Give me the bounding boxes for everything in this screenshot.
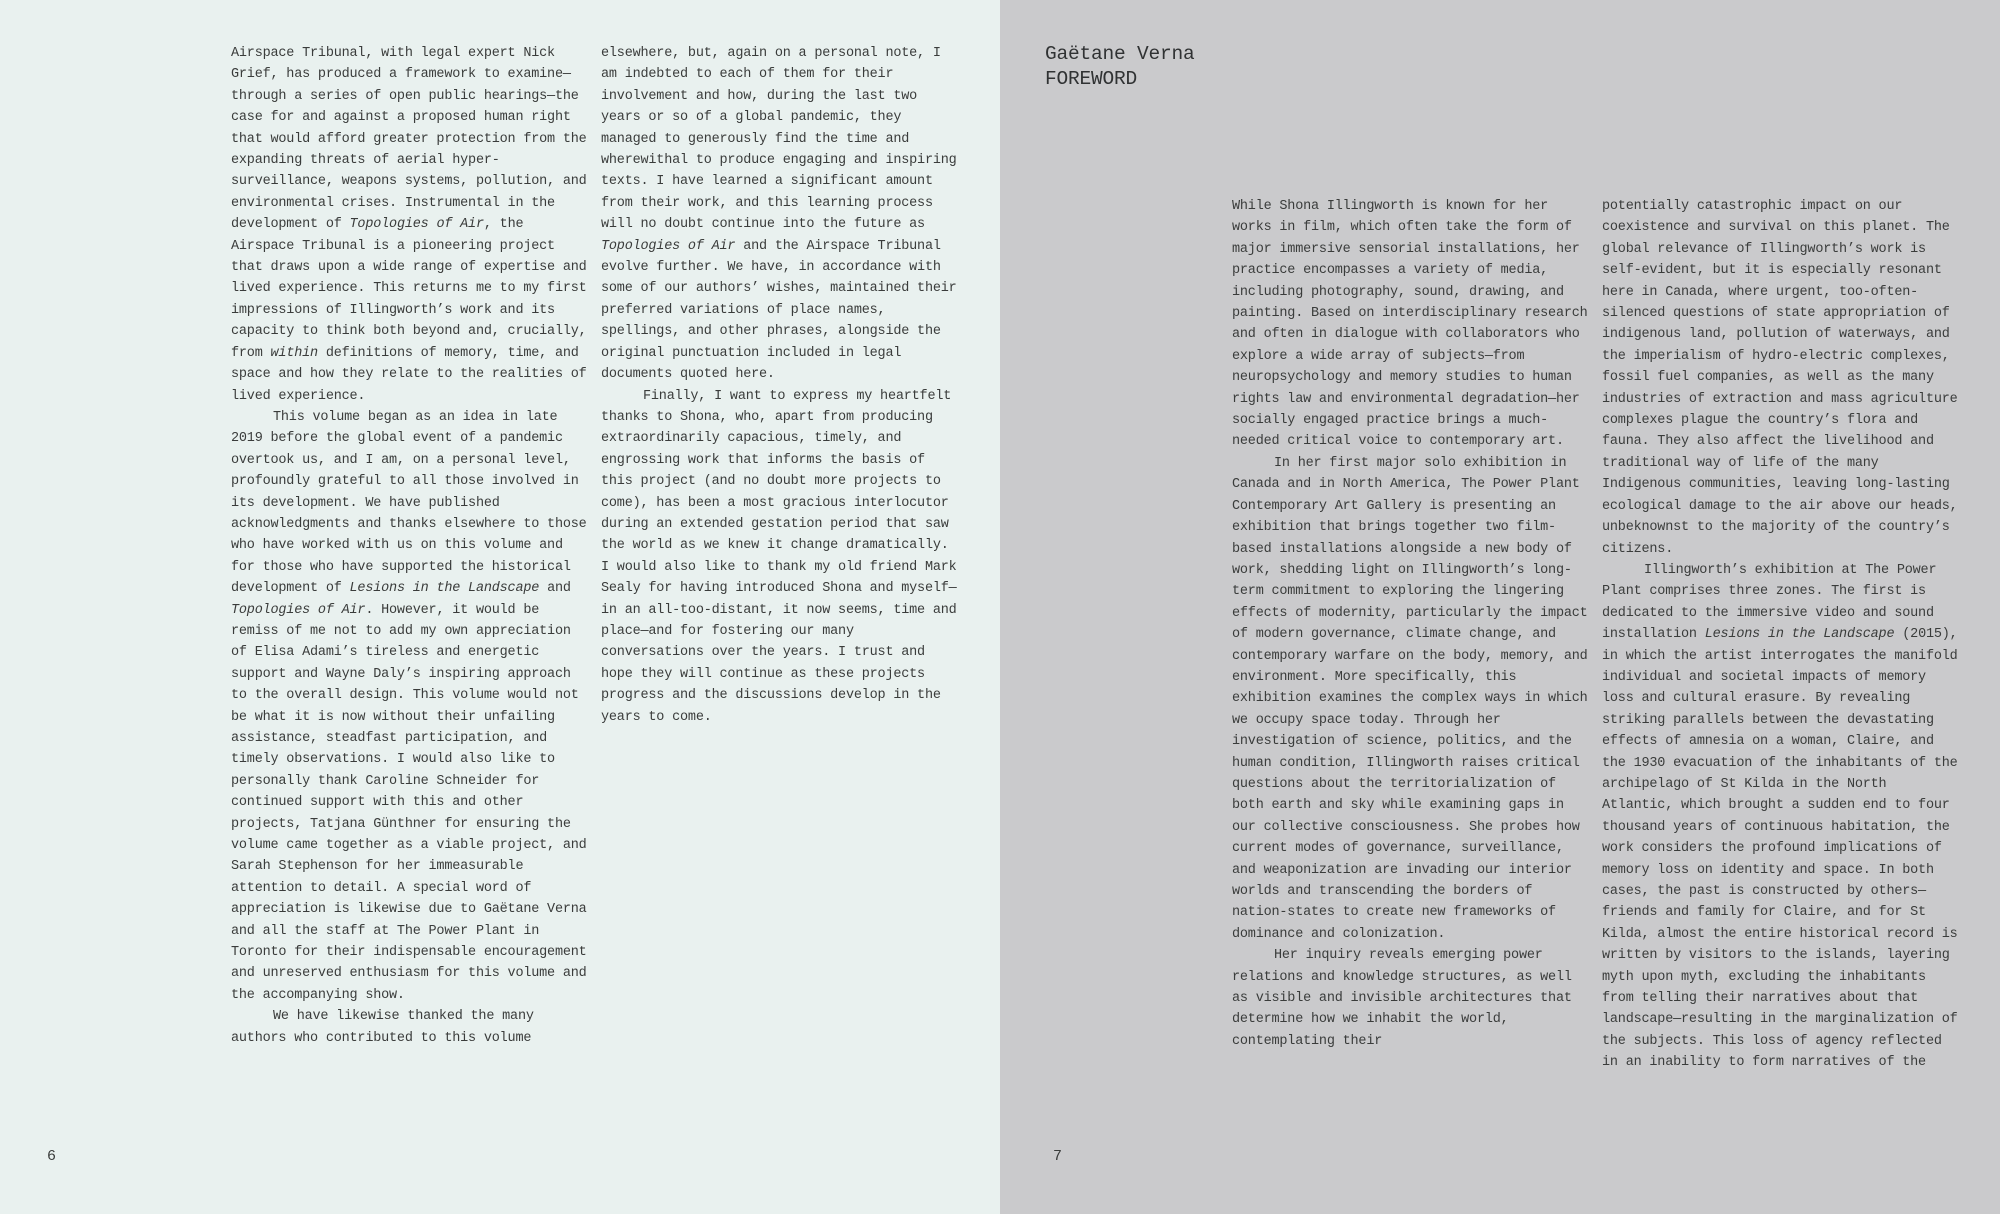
text-run: , the Airspace Tribunal is a pioneering project that draws upon a wide range of expertise and lived experience. This returns me to my first impressions of Illingworth’s work and its capacity to think both beyond and, crucially, from (231, 217, 587, 361)
paragraph (231, 407, 589, 1006)
italic-text-run: Topologies of Air (601, 238, 736, 254)
paragraph (601, 386, 959, 729)
text-run: Her inquiry reveals emerging power relations and knowledge structures, as well as visible and invisible architectures that determine how we inhabit the world, contemplating their (1232, 948, 1572, 1049)
italic-text-run: Topologies of Air (231, 602, 366, 618)
right-page-number: 7 (1053, 1148, 1063, 1165)
paragraph (601, 43, 959, 386)
text-run: and (539, 581, 571, 597)
paragraph (1602, 196, 1960, 560)
text-run: (2015), in which the artist interrogates the manifold individual and societal impacts of memory loss and cultural erasure. By revealing striking parallels between the devastating effects of amnesia on a woman, Claire, and the 1930 evacuation of the inhabitants of the archipelago of St Kilda in the North Atlantic, which brought a sudden end to four thousand years of continuous habitation, the work considers the profound implications of memory loss on identity and space. In both cases, the past is constructed by others—friends and family for Claire, and for St Kilda, almost the entire historical record is written by visitors to the islands, layering myth upon myth, excluding the inhabitants from telling their narratives about that landscape—resulting in the marginalization of the subjects. This loss of agency reflected in an inability to form narratives of the (1602, 627, 1958, 1071)
text-run: Finally, I want to express my heartfelt thanks to Shona, who, apart from producing extraordinarily capacious, timely, and engrossing work that informs the basis of this project (and no doubt more projects to come), has been a most gracious interlocutor during an extended gestation period that saw the world as we knew it change dramatically. I would also like to thank my old friend Mark Sealy for having introduced Shona and myself—in an all-too-distant, it now seems, time and place—and for fostering our many conversations over the years. I trust and hope they will continue as these projects progress and the discussions develop in the years to come. (601, 388, 957, 725)
left-page-number: 6 (47, 1148, 57, 1165)
chapter-author: Gaëtane Verna (1045, 43, 1195, 65)
text-run: This volume began as an idea in late 2019 before the global event of a pandemic overtook us, and I am, on a personal level, profoundly grateful to all those involved in its development. We have published acknowledgments and thanks elsewhere to those who have worked with us on this volume and for those who have supported the historical development of (231, 409, 587, 597)
right-text-column-1 (1232, 196, 1590, 1052)
italic-text-run: Lesions in the Landscape (349, 581, 540, 597)
text-run: Illingworth’s exhibition at The Power Plant comprises three zones. The first is dedicated to the immersive video and sound installation (1602, 562, 1937, 643)
text-run: and the Airspace Tribunal evolve further. We have, in accordance with some of our authors’ wishes, maintained their preferred variations of place names, spellings, and other phrases, alongside the original punctuation included in legal documents quoted here. (601, 238, 957, 383)
paragraph (1232, 453, 1590, 945)
italic-text-run: within (270, 345, 318, 361)
paragraph (231, 43, 589, 407)
left-text-column-2 (601, 43, 959, 728)
text-run: While Shona Illingworth is known for her works in film, which often take the form of major immersive sensorial installations, her practice encompasses a variety of media, including photography, sound, drawing, and painting. Based on interdisciplinary research and often in dialogue with collaborators who explore a wide array of subjects—from neuropsychology and memory studies to human rights law and environmental degradation—her socially engaged practice brings a much-needed critical voice to contemporary art. (1232, 199, 1588, 450)
paragraph (1232, 196, 1590, 453)
text-run: . However, it would be remiss of me not to add my own appreciation of Elisa Adami’s tireless and energetic support and Wayne Daly’s inspiring approach to the overall design. This volume would not be what it is now without their unfailing assistance, steadfast participation, and timely observations. I would also like to personally thank Caroline Schneider for continued support with this and other projects, Tatjana Günthner for ensuring the volume came together as a viable project, and Sarah Stephenson for her immeasurable attention to detail. A special word of appreciation is likewise due to Gaëtane Verna and all the staff at The Power Plant in Toronto for their indispensable encouragement and unreserved enthusiasm for this volume and the accompanying show. (231, 602, 587, 1003)
chapter-header (1045, 42, 1195, 92)
text-run: definitions of memory, time, and space and how they relate to the realities of lived experience. (231, 345, 587, 404)
text-run: In her first major solo exhibition in Canada and in North America, The Power Plant Contemporary Art Gallery is presenting an exhibition that brings together two film-based installations alongside a new body of work, shedding light on Illingworth’s long-term commitment to exploring the lingering effects of modernity, particularly the impact of modern governance, climate change, and contemporary warfare on the body, memory, and environment. More specifically, this exhibition examines the complex ways in which we occupy space today. Through her investigation of science, politics, and the human condition, Illingworth raises critical questions about the territorialization of both earth and sky while examining gaps in our collective consciousness. She probes how current modes of governance, surveillance, and weaponization are invading our interior worlds and transcending the borders of nation-states to create new frameworks of dominance and colonization. (1232, 455, 1588, 942)
italic-text-run: Topologies of Air (349, 217, 484, 233)
right-page (1000, 0, 2000, 1214)
chapter-title: FOREWORD (1045, 68, 1138, 90)
text-run: We have likewise thanked the many authors who contributed to this volume (231, 1009, 534, 1046)
paragraph (1232, 945, 1590, 1052)
italic-text-run: Lesions in the Landscape (1704, 627, 1895, 643)
text-run: Airspace Tribunal, with legal expert Nick Grief, has produced a framework to examine—through a series of open public hearings—the case for and against a proposed human right that would afford greater protection from the expanding threats of aerial hyper-surveillance, weapons systems, pollution, and environmental crises. Instrumental in the development of (231, 46, 587, 233)
text-run: elsewhere, but, again on a personal note, I am indebted to each of them for their involvement and how, during the last two years or so of a global pandemic, they managed to generously find the time and wherewithal to produce engaging and inspiring texts. I have learned a significant amount from their work, and this learning process will no doubt continue into the future as (601, 46, 957, 233)
text-run: potentially catastrophic impact on our coexistence and survival on this planet. The global relevance of Illingworth’s work is self-evident, but it is especially resonant here in Canada, where urgent, too-often-silenced questions of state appropriation of indigenous land, pollution of waterways, and the imperialism of hydro-electric complexes, fossil fuel companies, as well as the many industries of extraction and mass agriculture complexes plague the country’s flora and fauna. They also affect the livelihood and traditional way of life of the many Indigenous communities, leaving long-lasting ecological damage to the air above our heads, unbeknownst to the majority of the country’s citizens. (1602, 199, 1958, 557)
right-text-column-2 (1602, 196, 1960, 1074)
paragraph (231, 1006, 589, 1049)
paragraph (1602, 560, 1960, 1074)
left-text-column-1 (231, 43, 589, 1049)
